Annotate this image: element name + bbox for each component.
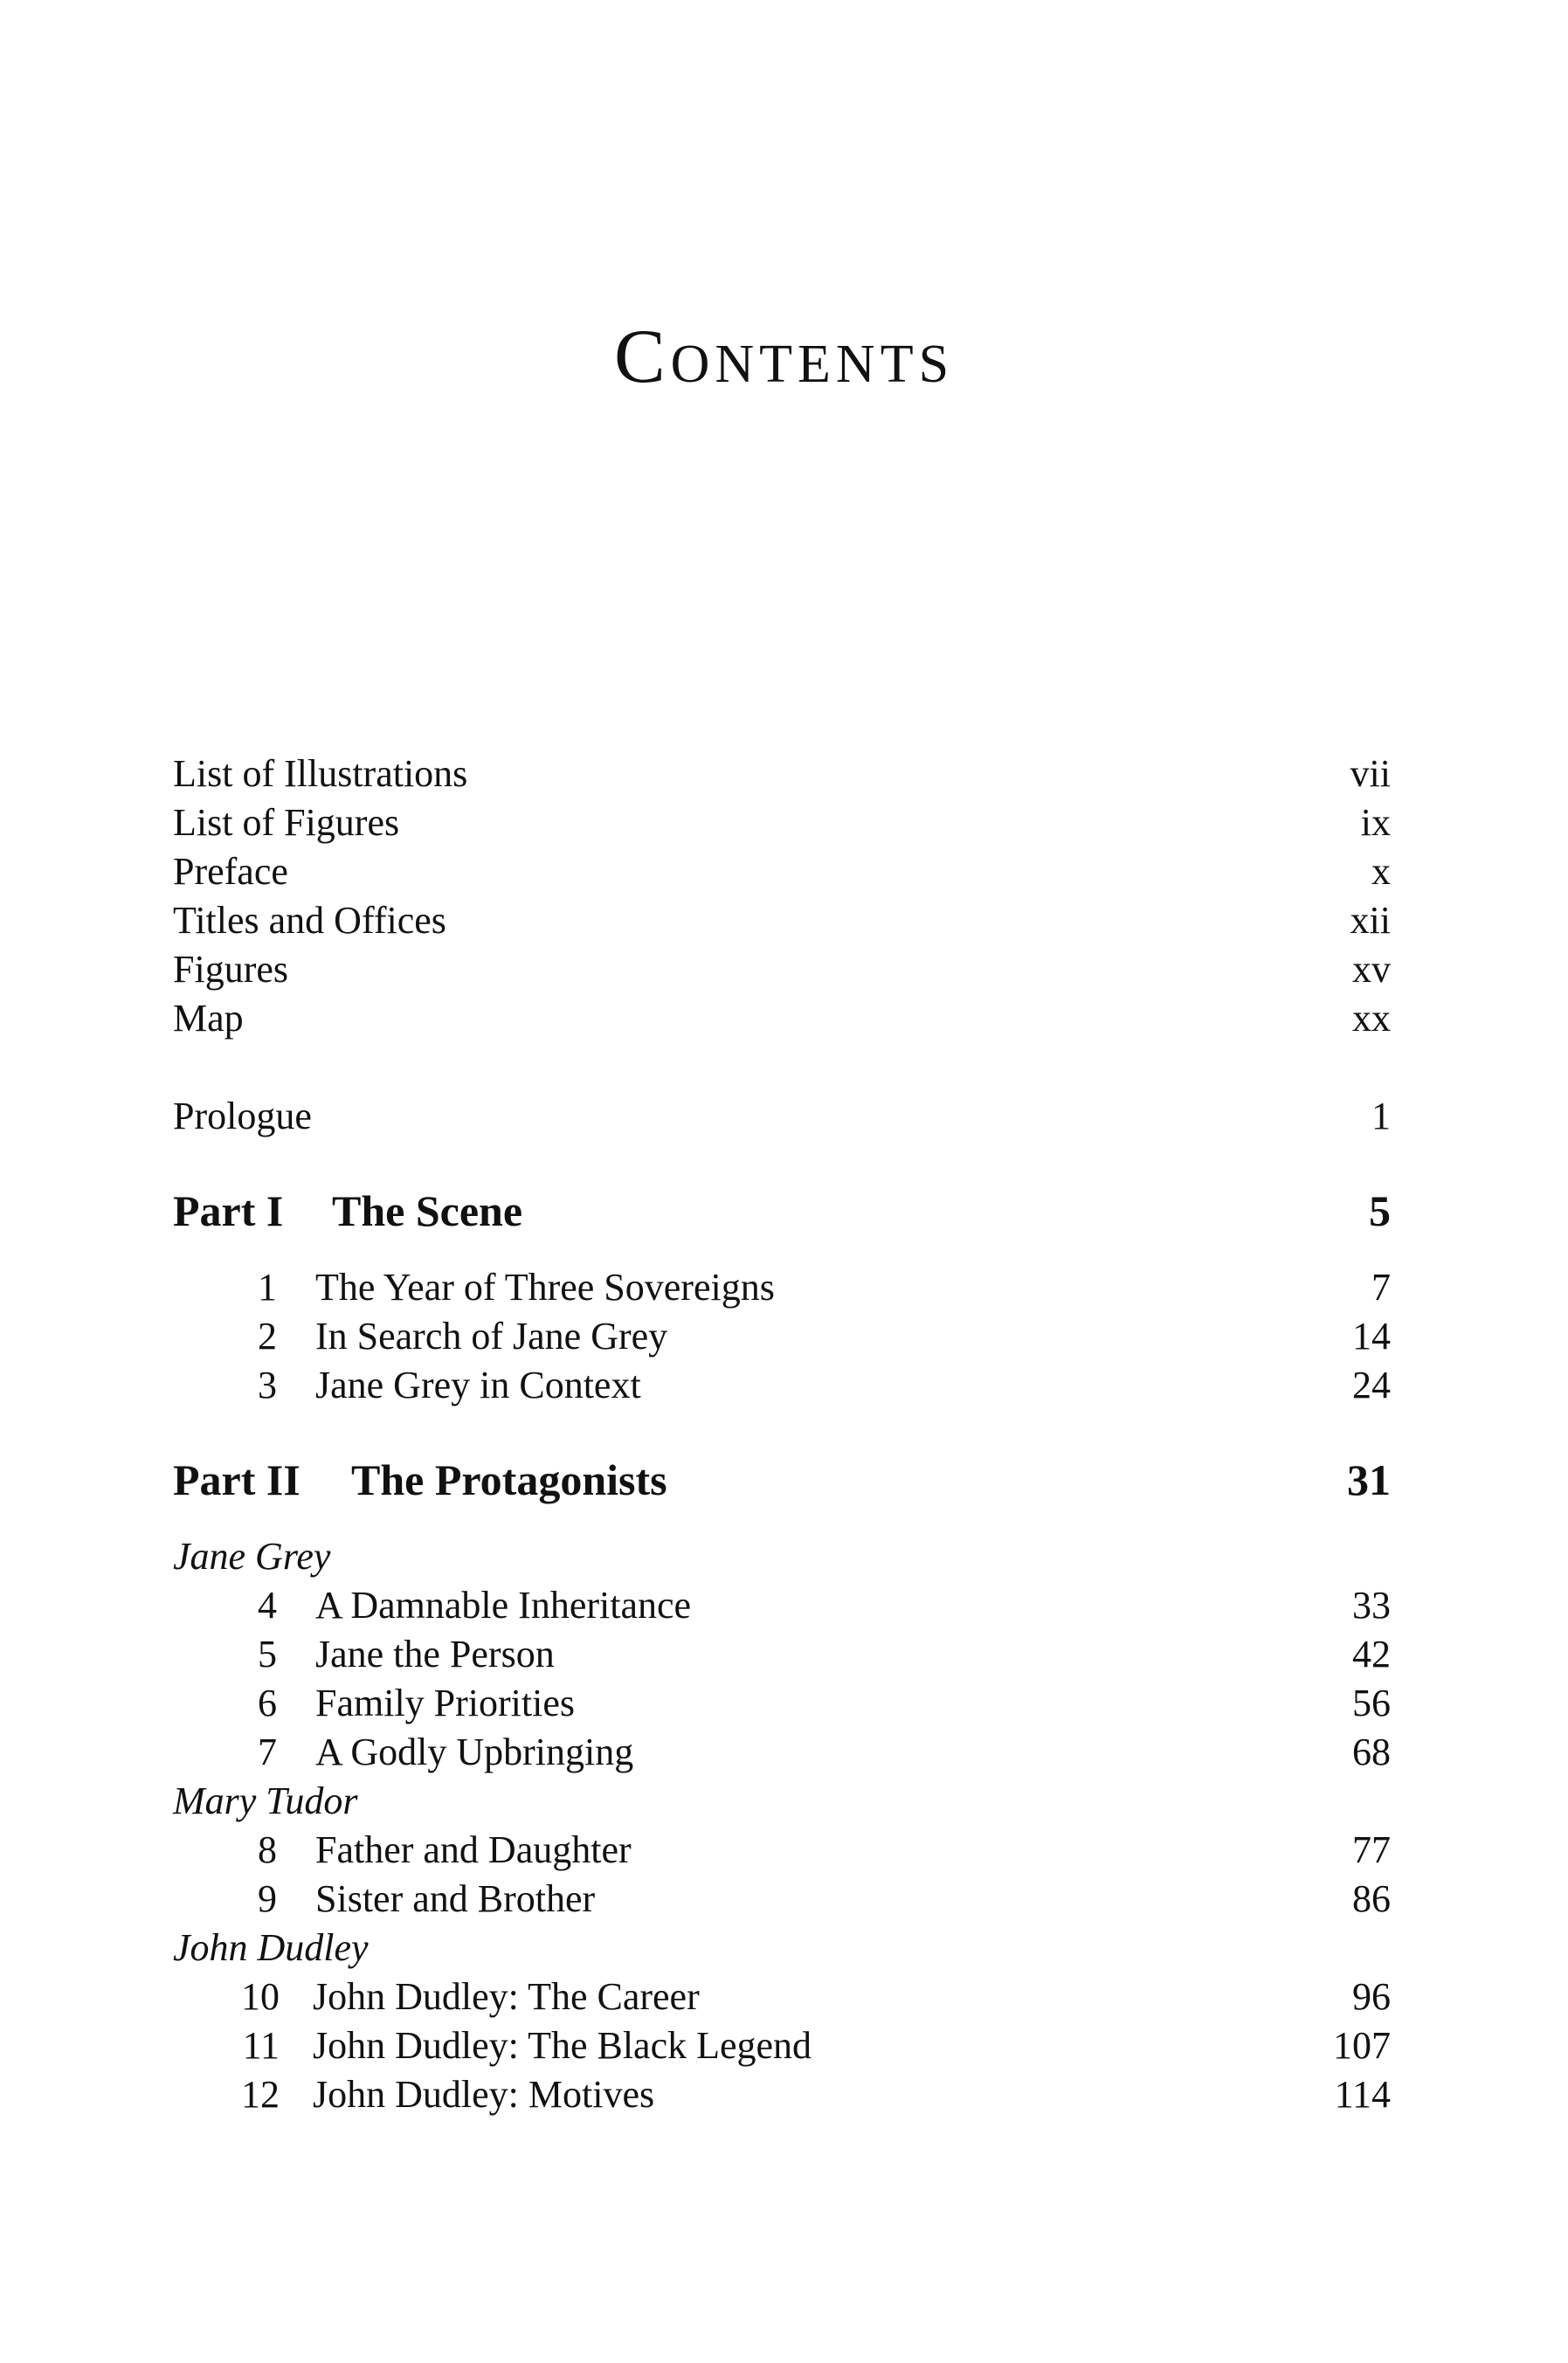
toc-part-1[interactable] [173,1186,1391,1235]
toc-entry-page: 68 [1352,1731,1391,1773]
toc-entry-page: 5 [1369,1186,1391,1235]
part-number: Part I [173,1186,284,1235]
chapter-number: 8 [258,1828,277,1871]
toc-entry-prologue[interactable] [173,1092,1391,1141]
toc-section-heading: John Dudley [173,1926,369,1969]
toc-entry-label: Prologue [173,1095,312,1137]
toc-chapter-2[interactable] [173,1312,1391,1361]
chapter-number: 7 [258,1731,277,1773]
chapter-title: Jane Grey in Context [315,1364,641,1406]
toc-chapter-10[interactable] [173,1973,1391,2021]
chapter-title: A Damnable Inheritance [315,1584,692,1627]
toc-entry-page: 107 [1333,2024,1391,2067]
toc-entry-page: xv [1352,948,1391,991]
toc-entry-map[interactable] [173,994,1391,1043]
toc-entry-page: 114 [1334,2073,1391,2116]
part-title: The Scene [332,1186,523,1235]
toc-entry-page: 1 [1371,1095,1391,1137]
toc-chapter-8[interactable] [173,1826,1391,1875]
part-title: The Protagonists [351,1455,667,1504]
toc-entry-page: xii [1350,899,1391,942]
toc-chapter-1[interactable] [173,1263,1391,1312]
chapter-title: In Search of Jane Grey [315,1315,668,1358]
chapter-title: Sister and Brother [315,1877,596,1920]
toc-entry-list-of-illustrations[interactable] [173,750,1391,798]
chapter-number: 4 [258,1584,277,1627]
toc-entry-figures[interactable] [173,945,1391,994]
toc-entry-page: vii [1350,752,1391,795]
toc-entry-page: 86 [1352,1877,1391,1920]
page-title: Contents [613,314,955,399]
toc-chapter-7[interactable] [173,1728,1391,1777]
toc-entry-label: List of Figures [173,801,400,844]
toc-entry-label: Preface [173,850,288,893]
chapter-number: 9 [258,1877,277,1920]
toc-entry-list-of-figures[interactable] [173,798,1391,847]
toc-section-heading: Jane Grey [173,1535,331,1578]
toc-entry-page: ix [1360,801,1391,844]
chapter-title: John Dudley: Motives [313,2073,655,2116]
toc-chapter-3[interactable] [173,1361,1391,1410]
chapter-number: 10 [241,1975,280,2018]
chapter-title: John Dudley: The Career [313,1975,700,2018]
chapter-title: The Year of Three Sovereigns [315,1266,775,1309]
toc-entry-page: 77 [1352,1828,1391,1871]
toc-entry-preface[interactable] [173,847,1391,896]
toc-entry-page: 14 [1352,1315,1391,1358]
chapter-title: Father and Daughter [315,1828,632,1871]
chapter-number: 11 [242,2024,280,2067]
toc-entry-label: List of Illustrations [173,752,468,795]
chapter-title: A Godly Upbringing [315,1731,634,1773]
toc-entry-page: 56 [1352,1682,1391,1724]
chapter-title: John Dudley: The Black Legend [313,2024,812,2067]
toc-chapter-11[interactable] [173,2021,1391,2070]
toc-entry-page: 96 [1352,1975,1391,2018]
chapter-number: 1 [258,1266,277,1309]
chapter-title: Jane the Person [315,1633,555,1676]
toc-chapter-9[interactable] [173,1875,1391,1924]
chapter-title: Family Priorities [315,1682,575,1724]
toc-entry-page: x [1371,850,1391,893]
toc-chapter-5[interactable] [173,1630,1391,1679]
chapter-number: 5 [258,1633,277,1676]
toc-entry-label: Figures [173,948,288,991]
toc-entry-page: 42 [1352,1633,1391,1676]
toc-part-2[interactable] [173,1455,1391,1504]
toc-chapter-12[interactable] [173,2070,1391,2119]
chapter-number: 3 [258,1364,277,1406]
chapter-number: 2 [258,1315,277,1358]
toc-chapter-6[interactable] [173,1679,1391,1728]
chapter-number: 12 [241,2073,280,2116]
toc-entry-page: 7 [1371,1266,1391,1309]
toc-entry-label: Titles and Offices [173,899,446,942]
toc-chapter-4[interactable] [173,1581,1391,1630]
toc-entry-page: 31 [1347,1455,1391,1504]
part-number: Part II [173,1455,300,1504]
toc-entry-titles-and-offices[interactable] [173,896,1391,945]
toc-entry-label: Map [173,997,244,1040]
toc-entry-page: 24 [1352,1364,1391,1406]
toc-entry-page: 33 [1352,1584,1391,1627]
toc-section-heading: Mary Tudor [173,1779,358,1822]
toc-entry-page: xx [1352,997,1391,1040]
chapter-number: 6 [258,1682,277,1724]
